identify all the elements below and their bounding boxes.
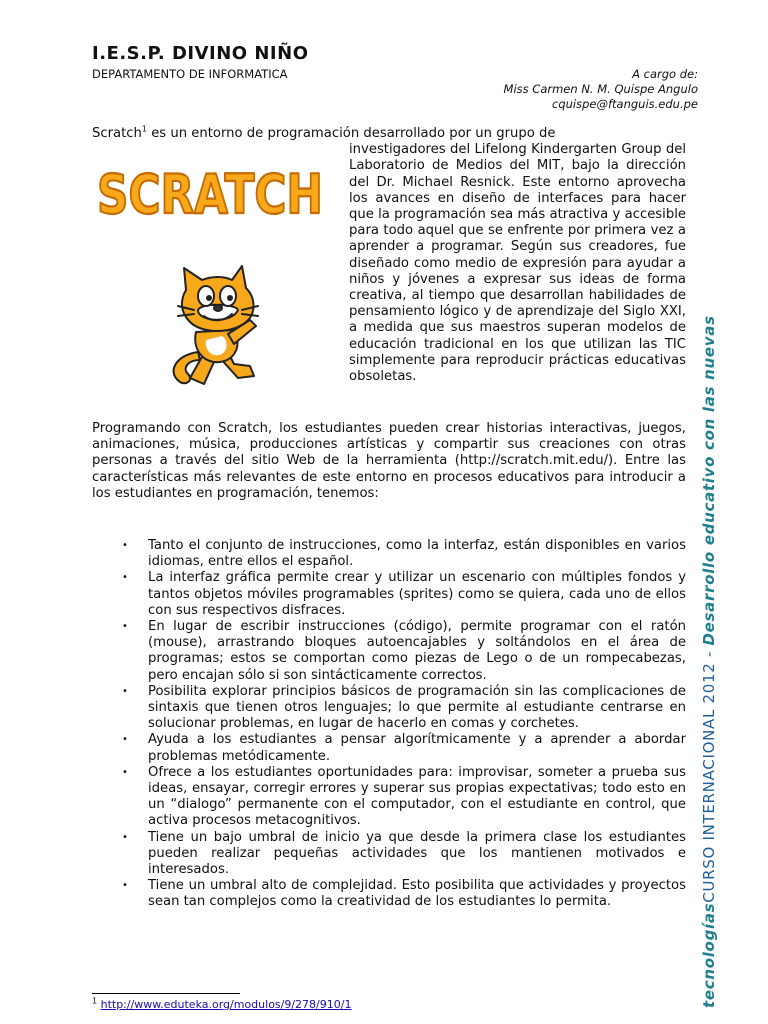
footnote-number: 1 — [92, 996, 98, 1006]
intro-first-line — [92, 126, 686, 142]
contact-email: cquispe@ftanguis.edu.pe — [552, 97, 698, 111]
list-item-text: La interfaz gráfica permite crear y utilizar un escenario con múltiples fondos y tantos objetos móviles programables (sprites) como se quiera, cada uno de ellos con sus respectivos disfraces. — [148, 570, 686, 618]
footnote-divider — [92, 993, 240, 994]
intro-body-text: investigadores del Lifelong Kindergarten Group del Laboratorio de Medios del MIT, bajo la dirección del Dr. Michael Resnick. Este entorno aprovecha los avances en diseño de interfaces para hacer que la programación sea más atractiva y accesible para todo aquel que se enfrente por primera vez a aprender a programar. Según sus creadores, fue diseñado como medio de expresión para ayudar a niños y jóvenes a expresar sus ideas de forma creativa, al tiempo que desarrollan habilidades de pensamiento lógico y de aprendizaje del Siglo XXI, a medida que sus maestros superan modelos de educación tradicional en los que utilizan las TIC simplemente para reproducir prácticas educativas obsoletas. — [349, 142, 686, 385]
list-item — [118, 538, 686, 570]
intro-word: Scratch — [92, 126, 142, 141]
footnote — [92, 998, 351, 1011]
bullet-icon: • — [122, 572, 128, 584]
institution-title: I.E.S.P. DIVINO NIÑO — [92, 43, 309, 64]
list-item-text: Ayuda a los estudiantes a pensar algorítmicamente y a aprender a abordar problemas metódicamente. — [148, 732, 686, 764]
list-item — [118, 619, 686, 684]
list-item — [118, 765, 686, 830]
bullet-icon: • — [122, 685, 128, 697]
scratch-logo-text: SCRATCH — [97, 163, 323, 226]
document-header — [92, 43, 702, 113]
bullet-icon: • — [122, 734, 128, 746]
contact-label: A cargo de: — [632, 67, 698, 81]
list-item-text: Tiene un bajo umbral de inicio ya que desde la primera clase los estudiantes pueden realizar pequeñas actividades que los mantienen motivados e interesados. — [148, 829, 686, 878]
side-banner-part1: tecnologías — [700, 902, 718, 1008]
bullet-icon: • — [122, 766, 128, 778]
list-item-text: Tanto el conjunto de instrucciones, como la interfaz, están disponibles en varios idiomas, entre ellos el español. — [148, 538, 686, 570]
vertical-side-banner — [700, 28, 718, 1008]
scratch-logo — [94, 159, 326, 225]
bullet-icon: • — [122, 831, 128, 843]
contact-block — [504, 67, 698, 112]
department-name: DEPARTAMENTO DE INFORMATICA — [92, 67, 288, 81]
list-item-text: Ofrece a los estudiantes oportunidades para: improvisar, someter a prueba sus ideas, ensayar, corregir errores y superar sus propias expectativas; todo esto en un “dialogo” permanente con el computador, con el estudiante en control, que activa procesos metacognitivos. — [148, 764, 686, 829]
contact-name: Miss Carmen N. M. Quispe Angulo — [503, 82, 698, 96]
footnote-link[interactable]: http://www.eduteka.org/modulos/9/278/910/1 — [100, 998, 352, 1011]
bullet-icon: • — [122, 621, 128, 633]
footnote-reference: 1 — [141, 124, 147, 134]
bullet-icon: • — [122, 880, 128, 892]
list-item-text: Posibilita explorar principios básicos de programación sin las complicaciones de sintaxis que tienen otros lenguajes; lo que permite al estudiante centrarse en solucionar problemas, en lugar de hacerlo en comas y corchetes. — [148, 683, 686, 732]
bullet-icon: • — [122, 540, 128, 551]
list-item — [118, 570, 686, 619]
list-item — [118, 878, 686, 910]
list-item — [118, 830, 686, 879]
intro-first-text: es un entorno de programación desarrollado por un grupo de — [147, 126, 556, 141]
scratch-cat-image — [158, 260, 283, 388]
list-item-text: Tiene un umbral alto de complejidad. Esto posibilita que actividades y proyectos sean tan complejos como la creatividad de los estudiantes lo permita. — [148, 878, 686, 910]
side-banner-part3: Desarrollo educativo con las nuevas — [700, 315, 718, 646]
list-item — [118, 684, 686, 733]
features-list — [118, 538, 686, 911]
list-item-text: En lugar de escribir instrucciones (código), permite programar con el ratón (mouse), arrastrando bloques autoencajables y soltándolos en el área de programas; estos se comportan como piezas de Lego o de un rompecabezas, pero encajan sólo si son sintácticamente correctos. — [148, 619, 686, 683]
description-paragraph: Programando con Scratch, los estudiantes pueden crear historias interactivas, juegos, animaciones, música, producciones artísticas y compartir sus creaciones con otras personas a través del sitio Web de la herramienta (http://scratch.mit.edu/). Entre las características más relevantes de este entorno en procesos educativos para introducir a los estudiantes en programación, tenemos: — [92, 421, 686, 501]
list-item — [118, 732, 686, 764]
side-banner-part2: CURSO INTERNACIONAL 2012 - — [700, 645, 718, 903]
